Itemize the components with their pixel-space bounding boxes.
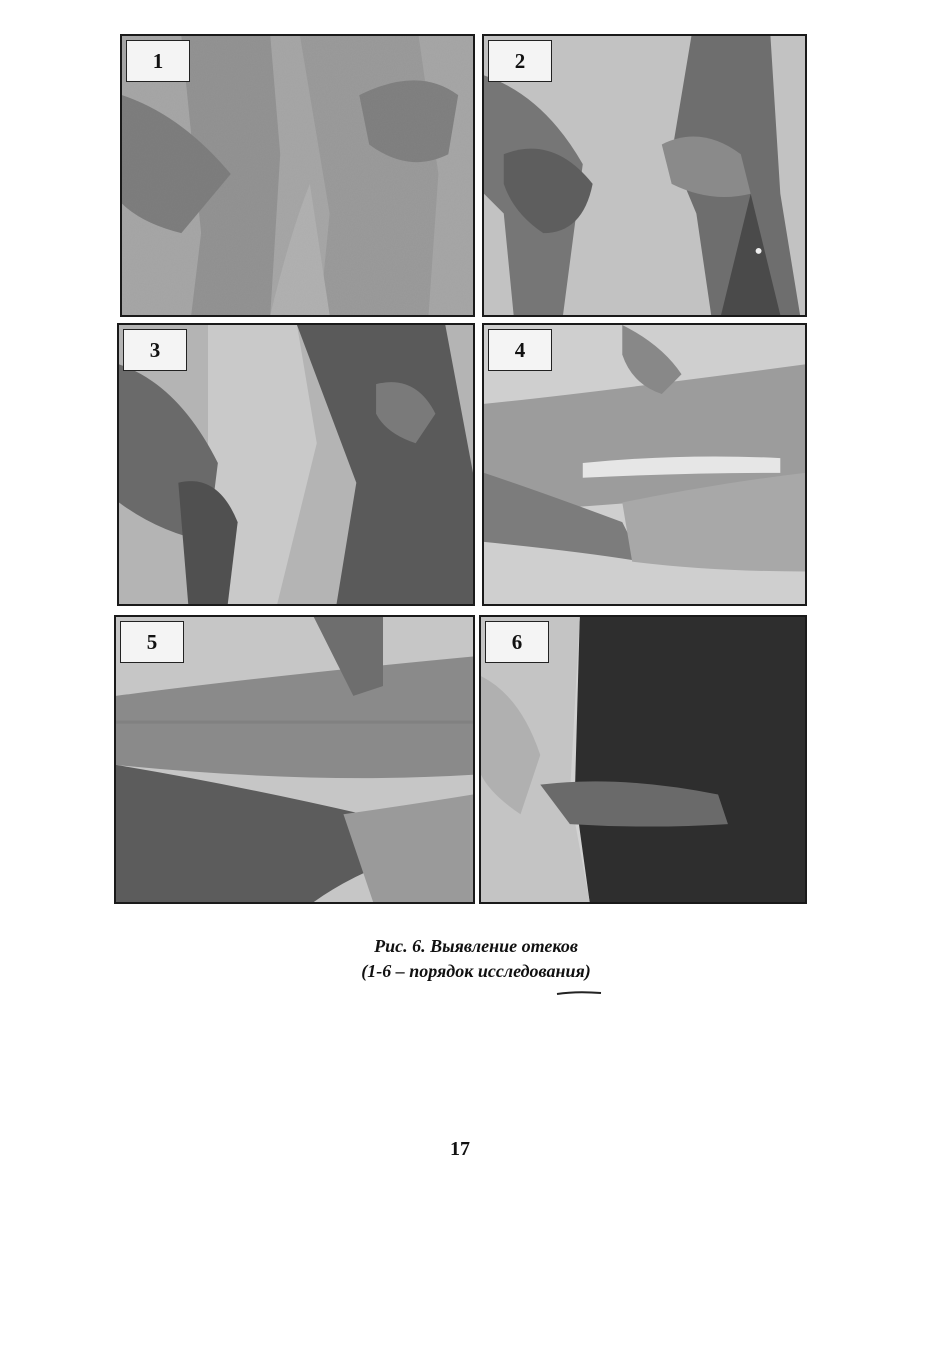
photo-panel-2 — [482, 34, 807, 317]
page-number: 17 — [450, 1138, 470, 1160]
panel-number-6: 6 — [485, 621, 549, 663]
photo-panel-5 — [114, 615, 475, 904]
caption-subtitle: (1-6 – порядок исследования) — [361, 961, 591, 981]
panel-number-2: 2 — [488, 40, 552, 82]
caption-title: Рис. 6. Выявление отеков — [374, 936, 578, 956]
panel-number-5: 5 — [120, 621, 184, 663]
photo-panel-4 — [482, 323, 807, 606]
figure-caption — [0, 934, 952, 984]
photo-panel-1 — [120, 34, 475, 317]
panel-number-4: 4 — [488, 329, 552, 371]
panel-number-3: 3 — [123, 329, 187, 371]
photo-panel-3 — [117, 323, 475, 606]
photo-panel-6 — [479, 615, 807, 904]
panel-number-1: 1 — [126, 40, 190, 82]
pen-underline-mark — [556, 990, 602, 996]
